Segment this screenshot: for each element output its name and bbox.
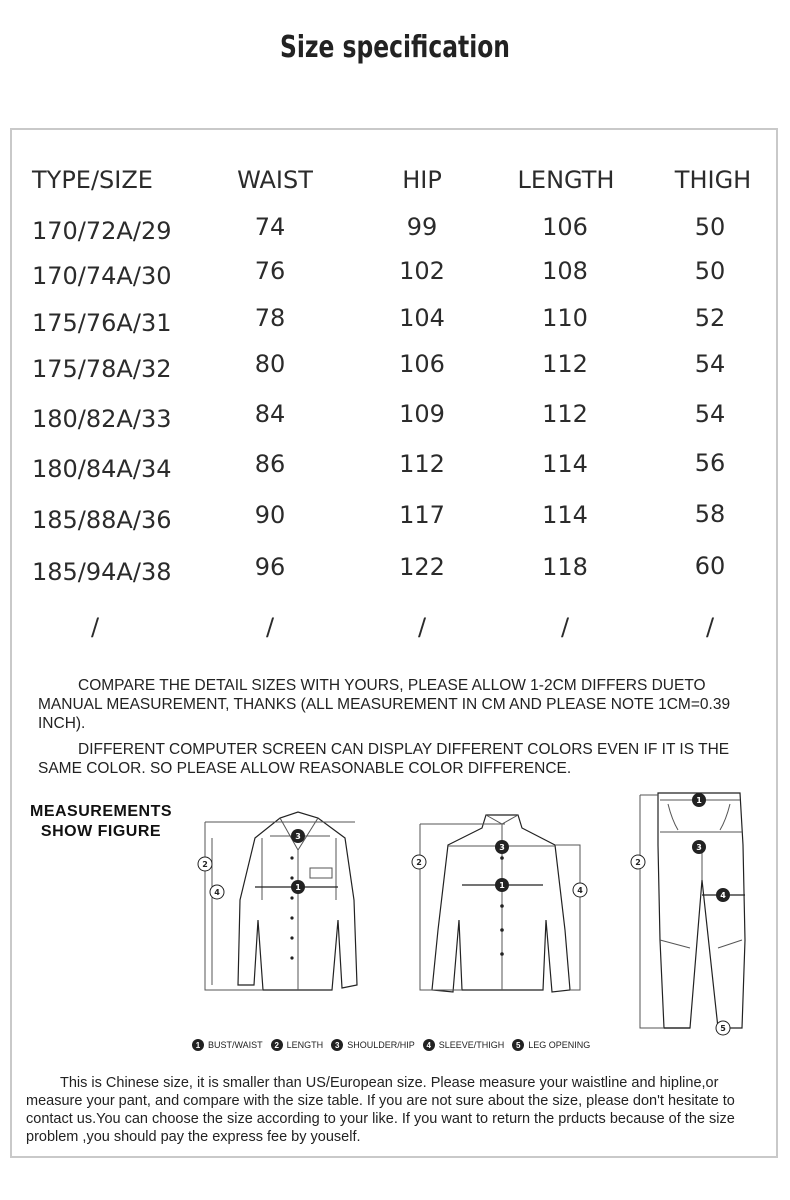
cell-hip: 104 bbox=[399, 304, 445, 332]
marker-1 bbox=[495, 878, 509, 892]
cell-waist: 80 bbox=[254, 350, 286, 378]
cell-thigh: 60 bbox=[694, 552, 726, 580]
marker-3 bbox=[291, 829, 305, 843]
legend-item bbox=[331, 1039, 415, 1051]
cell-hip: 99 bbox=[406, 213, 438, 241]
cell-waist: 96 bbox=[254, 553, 286, 581]
marker-5-label: 5 bbox=[720, 1024, 726, 1033]
marker-4 bbox=[573, 883, 587, 897]
cell-thigh: 50 bbox=[694, 257, 726, 285]
marker-4-label: 4 bbox=[214, 888, 220, 897]
cell-length: 118 bbox=[542, 553, 588, 581]
shirt-figure bbox=[205, 812, 357, 990]
cell-hip: 117 bbox=[399, 501, 445, 529]
cell-size: 185/88A/36 bbox=[32, 506, 172, 534]
cell-thigh: 50 bbox=[694, 213, 726, 241]
cell-hip: 112 bbox=[399, 450, 445, 478]
cell-thigh: 54 bbox=[694, 350, 726, 378]
cell-size: 170/72A/29 bbox=[32, 217, 172, 245]
marker-4-label: 4 bbox=[577, 886, 583, 895]
cell-thigh: 54 bbox=[694, 400, 726, 428]
header-type-size: TYPE/SIZE bbox=[32, 166, 153, 194]
marker-4 bbox=[716, 888, 730, 902]
cell-size: 175/76A/31 bbox=[32, 309, 172, 337]
cell-thigh: 52 bbox=[694, 304, 726, 332]
cell-hip: 106 bbox=[399, 350, 445, 378]
page-title: Size specification bbox=[280, 30, 510, 65]
marker-2-label: 2 bbox=[635, 858, 641, 867]
disclaimer-text: This is Chinese size, it is smaller than US/European size. Please measure your waistline and hipline,or measure your pant, and compare with the size table. If you are not sure about the size, please don't hesitate to contact us.You can choose the size according to your like. If you want to return the prducts because of the size problem ,you should pay the express fee by youself. bbox=[26, 1075, 735, 1145]
cell-hip: 122 bbox=[399, 553, 445, 581]
legend-number: 1 bbox=[192, 1039, 204, 1051]
marker-3-label: 3 bbox=[696, 843, 702, 852]
marker-3 bbox=[692, 840, 706, 854]
legend-item bbox=[512, 1039, 590, 1051]
cell-length: 114 bbox=[542, 450, 588, 478]
cell-thigh: 56 bbox=[694, 449, 726, 477]
marker-2 bbox=[412, 855, 426, 869]
header-hip: HIP bbox=[402, 166, 442, 194]
legend-label: LENGTH bbox=[286, 1040, 324, 1050]
legend-number: 2 bbox=[271, 1039, 283, 1051]
header-thigh: THIGH bbox=[674, 166, 752, 194]
cell-size: 180/82A/33 bbox=[32, 405, 172, 433]
legend-item bbox=[271, 1039, 324, 1051]
cell-size: 180/84A/34 bbox=[32, 455, 172, 483]
cell-length: 108 bbox=[542, 257, 588, 285]
legend-label: LEG OPENING bbox=[528, 1040, 591, 1050]
legend-item bbox=[423, 1039, 505, 1051]
marker-3 bbox=[495, 840, 509, 854]
measurements-heading-line2: SHOW FIGURE bbox=[40, 823, 162, 840]
cell-waist: 84 bbox=[254, 400, 286, 428]
measurements-heading-line1: MEASUREMENTS bbox=[30, 803, 173, 820]
marker-2 bbox=[198, 857, 212, 871]
cell-waist: 76 bbox=[254, 257, 286, 285]
cell-size: 170/74A/30 bbox=[32, 262, 172, 290]
header-waist: WAIST bbox=[237, 166, 313, 194]
cell-waist: 74 bbox=[254, 213, 286, 241]
marker-1-label: 1 bbox=[696, 796, 702, 805]
marker-1-label: 1 bbox=[499, 881, 505, 890]
cell-length: / bbox=[560, 613, 570, 641]
size-disclaimer bbox=[26, 1074, 771, 1146]
cell-hip: / bbox=[417, 613, 427, 641]
cell-hip: 102 bbox=[399, 257, 445, 285]
legend-label: SHOULDER/HIP bbox=[347, 1040, 415, 1050]
note-color: DIFFERENT COMPUTER SCREEN CAN DISPLAY DIFFERENT COLORS EVEN IF IT IS THE SAME COLOR. SO PLEASE ALLOW REASONABLE COLOR DIFFERENCE. bbox=[38, 741, 730, 777]
marker-3-label: 3 bbox=[295, 832, 301, 841]
legend-number: 5 bbox=[512, 1039, 524, 1051]
note-measurement: COMPARE THE DETAIL SIZES WITH YOURS, PLEASE ALLOW 1-2CM DIFFERS DUETO MANUAL MEASUREMENT, THANKS (ALL MEASUREMENT IN CM AND PLEASE NOTE 1CM=0.39 INCH). bbox=[38, 677, 731, 732]
legend-item bbox=[192, 1039, 263, 1051]
cell-length: 114 bbox=[542, 501, 588, 529]
cell-length: 112 bbox=[542, 400, 588, 428]
cell-thigh: 58 bbox=[694, 500, 726, 528]
cell-waist: / bbox=[265, 613, 275, 641]
cell-waist: 90 bbox=[254, 501, 286, 529]
legend-number: 3 bbox=[331, 1039, 343, 1051]
pants-figure bbox=[640, 793, 745, 1028]
marker-3-label: 3 bbox=[499, 843, 505, 852]
marker-5 bbox=[716, 1021, 730, 1035]
marker-1-label: 1 bbox=[295, 883, 301, 892]
marker-1 bbox=[692, 793, 706, 807]
cell-waist: 86 bbox=[254, 450, 286, 478]
cell-hip: 109 bbox=[399, 400, 445, 428]
cell-waist: 78 bbox=[254, 304, 286, 332]
marker-4-label: 4 bbox=[720, 891, 726, 900]
cell-size: / bbox=[90, 613, 100, 641]
cell-length: 112 bbox=[542, 350, 588, 378]
legend-number: 4 bbox=[423, 1039, 435, 1051]
marker-2-label: 2 bbox=[202, 860, 208, 869]
measurement-legend bbox=[192, 1039, 590, 1051]
marker-2 bbox=[631, 855, 645, 869]
marker-4 bbox=[210, 885, 224, 899]
cell-size: 185/94A/38 bbox=[32, 558, 172, 586]
cell-length: 106 bbox=[542, 213, 588, 241]
header-length: LENGTH bbox=[517, 166, 615, 194]
marker-1 bbox=[291, 880, 305, 894]
legend-label: SLEEVE/THIGH bbox=[438, 1040, 505, 1050]
legend-label: BUST/WAIST bbox=[208, 1040, 263, 1050]
cell-length: 110 bbox=[542, 304, 588, 332]
cell-size: 175/78A/32 bbox=[32, 355, 172, 383]
cell-thigh: / bbox=[705, 613, 715, 641]
marker-2-label: 2 bbox=[416, 858, 422, 867]
